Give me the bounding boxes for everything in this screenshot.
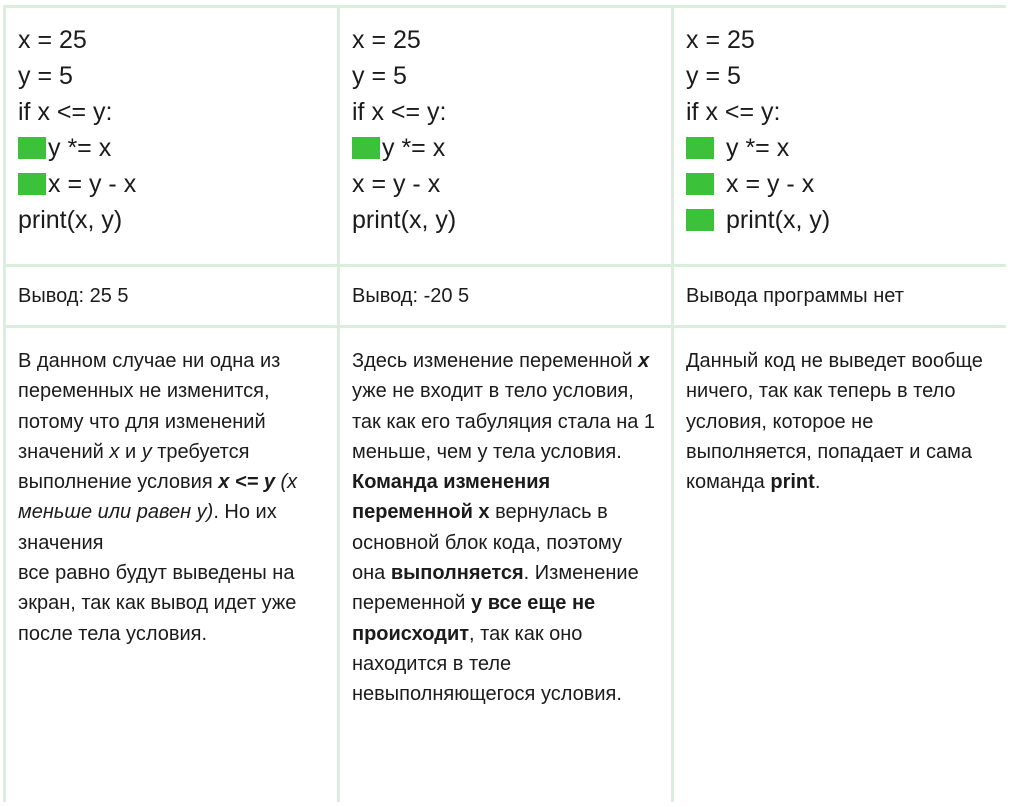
text-run-bold: Команда изменения переменной x: [352, 471, 551, 524]
code-text: x = y - x: [726, 170, 815, 198]
code-line: x = 25: [18, 26, 87, 54]
text-run: . Но их значения: [18, 501, 277, 554]
code-text: print(x, y): [726, 206, 831, 234]
text-run-bold: y все еще не происходит: [352, 592, 596, 645]
text-run-italic: x: [109, 440, 120, 463]
code-line: y = 5: [352, 62, 407, 90]
output-cell-1: [6, 267, 337, 325]
explanation-paragraph: [18, 346, 323, 558]
comparison-table: [3, 5, 1006, 802]
output-cell-2: [340, 267, 671, 325]
code-line: if x <= y:: [352, 98, 447, 126]
explanation-paragraph: все равно будут выведены на экран, так как вывод идет уже после тела условия.: [18, 562, 297, 645]
indent-marker: [686, 209, 714, 231]
code-line: y = 5: [686, 62, 741, 90]
text-run-bold-italic: x: [638, 350, 650, 372]
indent-marker: [18, 173, 46, 195]
code-line-indented: [18, 130, 337, 166]
output-cell-3: [674, 267, 1009, 325]
text-run: Данный код не выведет вообще ничего, так как теперь в тело условия, которое не выполняется, попадает и сама команда: [686, 350, 983, 494]
text-run: .: [814, 471, 821, 494]
code-line-indented: [686, 202, 1009, 238]
text-run-bold: выполняется: [390, 562, 524, 585]
code-cell-2: [340, 8, 671, 264]
explanation-cell-2: [340, 328, 671, 805]
code-line: x = 25: [686, 26, 755, 54]
code-line: y = 5: [18, 62, 73, 90]
code-line-indented: [352, 130, 671, 166]
text-run-bold-italic: x <= y: [218, 471, 275, 494]
code-line-indented: [18, 166, 337, 202]
code-text: x = y - x: [48, 170, 137, 198]
code-line: if x <= y:: [686, 98, 781, 126]
explanation-paragraph: [686, 346, 995, 497]
text-run-bold: print: [770, 471, 815, 494]
code-line-indented: [686, 166, 1009, 202]
explanation-cell-3: [674, 328, 1009, 805]
explanation-cell-1: [6, 328, 337, 805]
text-run: и: [119, 440, 142, 463]
code-text: y *= x: [48, 134, 112, 162]
indent-marker: [686, 173, 714, 195]
code-line: if x <= y:: [18, 98, 113, 126]
indent-marker: [352, 137, 380, 159]
text-run: уже не входит в тело условия, так как его табуляция стала на 1 меньше, чем y тела условия.: [352, 380, 656, 463]
text-run: В данном случае ни одна из переменных не изменится, потому что для изменений значений: [18, 350, 281, 463]
code-cell-3: [674, 8, 1009, 264]
code-line: x = y - x: [352, 170, 441, 198]
code-text: y *= x: [382, 134, 446, 162]
code-line-indented: [686, 130, 1009, 166]
output-text: Вывод: 25 5: [18, 284, 129, 307]
indent-marker: [18, 137, 46, 159]
code-text: y *= x: [726, 134, 790, 162]
text-run: требуется выполнение условия: [18, 440, 250, 494]
code-line: print(x, y): [18, 206, 123, 234]
text-run-italic: (x меньше или равен y): [18, 471, 298, 524]
code-line: print(x, y): [352, 206, 457, 234]
code-line: x = 25: [352, 26, 421, 54]
text-run: . Изменение переменной: [352, 562, 639, 615]
code-cell-1: [6, 8, 337, 264]
explanation-paragraph: [352, 346, 657, 710]
text-run: , так как оно находится в теле невыполняющегося условия.: [352, 622, 622, 706]
text-run: вернулась в основной блок кода, поэтому она: [352, 501, 623, 585]
text-run-italic: y: [141, 440, 152, 463]
output-text: Вывода программы нет: [686, 284, 904, 307]
indent-marker: [686, 137, 714, 159]
text-run: Здесь изменение переменной: [352, 350, 639, 372]
output-text: Вывод: -20 5: [352, 284, 470, 307]
